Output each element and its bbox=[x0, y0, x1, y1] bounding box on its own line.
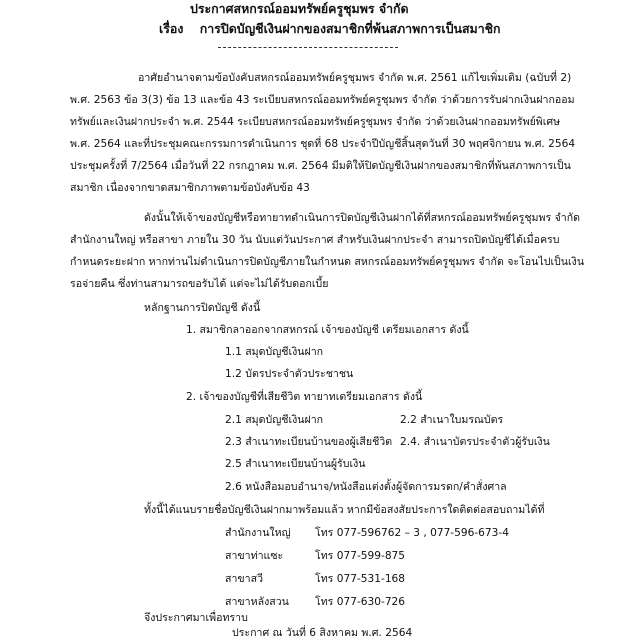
office-phone: โทร 077-596762 – 3 , 077-596-673-4 bbox=[315, 527, 509, 539]
group2-item: 2.6 หนังสือมอบอำนาจ/หนังสือแต่งตั้งผู้จัดการมรดก/คำสั่งศาล bbox=[225, 481, 507, 493]
document-title: ประกาศสหกรณ์ออมทรัพย์ครูชุมพร จำกัด bbox=[190, 1, 409, 16]
subject-text: การปิดบัญชีเงินฝากของสมาชิกที่พ้นสภาพการเป็นสมาชิก bbox=[199, 21, 501, 36]
office-row bbox=[225, 527, 555, 540]
office-name: สำนักงานใหญ่ bbox=[225, 527, 291, 539]
group2-item: 2.2 สำเนาใบมรณบัตร bbox=[400, 414, 504, 426]
office-row bbox=[225, 596, 555, 609]
group1-heading: 1. สมาชิกลาออกจากสหกรณ์ เจ้าของบัญชี เตรียมเอกสาร ดังนี้ bbox=[186, 324, 469, 336]
office-phone: โทร 077-599-875 bbox=[315, 550, 406, 562]
para1-line: พ.ศ. 2564 และที่ประชุมคณะกรรมการดำเนินการ ชุดที่ 68 ประจำปีบัญชีสิ้นสุดวันที่ 30 พฤศจิกายน พ.ศ. 2564 bbox=[70, 138, 576, 150]
contact-intro: ทั้งนี้ได้แนบรายชื่อบัญชีเงินฝากมาพร้อมแล้ว หากมีข้อสงสัยประการใดติดต่อสอบถามได้ที่ bbox=[144, 504, 545, 516]
para1-line: ประชุมครั้งที่ 7/2564 เมื่อวันที่ 22 กรกฎาคม พ.ศ. 2564 มีมติให้ปิดบัญชีเงินฝากของสมาชิกที่พ้นสภาพการเป็น bbox=[70, 160, 571, 172]
office-row bbox=[225, 550, 555, 563]
office-phone: โทร 077-531-168 bbox=[315, 573, 406, 585]
group2-heading: 2. เจ้าของบัญชีที่เสียชีวิต ทายาทเตรียมเอกสาร ดังนี้ bbox=[186, 391, 423, 403]
group2-item: 2.1 สมุดบัญชีเงินฝาก bbox=[225, 414, 324, 426]
group2-item: 2.4. สำเนาบัตรประจำตัวผู้รับเงิน bbox=[400, 436, 550, 448]
group2-item: 2.5 สำเนาทะเบียนบ้านผู้รับเงิน bbox=[225, 458, 366, 470]
para1-line: ทรัพย์และเงินฝากประจำ พ.ศ. 2544 ระเบียบสหกรณ์ออมทรัพย์ครูชุมพร จำกัด ว่าด้วยเงินฝากออมทรัพย์พิเศษ bbox=[70, 116, 561, 128]
divider bbox=[218, 47, 398, 48]
office-row bbox=[225, 573, 555, 586]
para1-line: พ.ศ. 2563 ข้อ 3(3) ข้อ 13 และข้อ 43 ระเบียบสหกรณ์ออมทรัพย์ครูชุมพร จำกัด ว่าด้วยการรับฝากเงินฝากออม bbox=[70, 94, 575, 106]
office-name: สาขาสวี bbox=[225, 573, 264, 585]
para1-line: อาศัยอำนาจตามข้อบังคับสหกรณ์ออมทรัพย์ครูชุมพร จำกัด พ.ศ. 2561 แก้ไขเพิ่มเติม (ฉบับที่ 2) bbox=[138, 72, 572, 84]
para2-line: สำนักงานใหญ่ หรือสาขา ภายใน 30 วัน นับแต่วันประกาศ สำหรับเงินฝากประจำ สามารถปิดบัญชีได้เมื่อครบ bbox=[70, 234, 560, 246]
evidence-heading: หลักฐานการปิดบัญชี ดังนี้ bbox=[144, 302, 261, 314]
group1-item: 1.1 สมุดบัญชีเงินฝาก bbox=[225, 346, 324, 358]
subject-line bbox=[159, 22, 501, 35]
para1-line: สมาชิก เนื่องจากขาดสมาชิกภาพตามข้อบังคับข้อ 43 bbox=[70, 182, 310, 194]
announce-date: ประกาศ ณ วันที่ 6 สิงหาคม พ.ศ. 2564 bbox=[232, 627, 413, 639]
group1-item: 1.2 บัตรประจำตัวประชาชน bbox=[225, 368, 354, 380]
closing-text: จึงประกาศมาเพื่อทราบ bbox=[144, 612, 248, 624]
office-phone: โทร 077-630-726 bbox=[315, 596, 406, 608]
office-name: สาขาท่าแซะ bbox=[225, 550, 284, 562]
para2-line: กำหนดระยะฝาก หากท่านไม่ดำเนินการปิดบัญชีภายในกำหนด สหกรณ์ออมทรัพย์ครูชุมพร จำกัด จะโอนไปเป็นเงิน bbox=[70, 256, 585, 268]
group2-item: 2.3 สำเนาทะเบียนบ้านของผู้เสียชีวิต bbox=[225, 436, 393, 448]
para2-line: ดังนั้นให้เจ้าของบัญชีหรือทายาทดำเนินการปิดบัญชีเงินฝากได้ที่สหกรณ์ออมทรัพย์ครูชุมพร จำกัด bbox=[144, 212, 581, 224]
office-name: สาขาหลังสวน bbox=[225, 596, 289, 608]
para2-line: รอจ่ายคืน ซึ่งท่านสามารถขอรับได้ แต่จะไม่ได้รับดอกเบี้ย bbox=[70, 278, 329, 290]
subject-label: เรื่อง bbox=[159, 21, 184, 36]
